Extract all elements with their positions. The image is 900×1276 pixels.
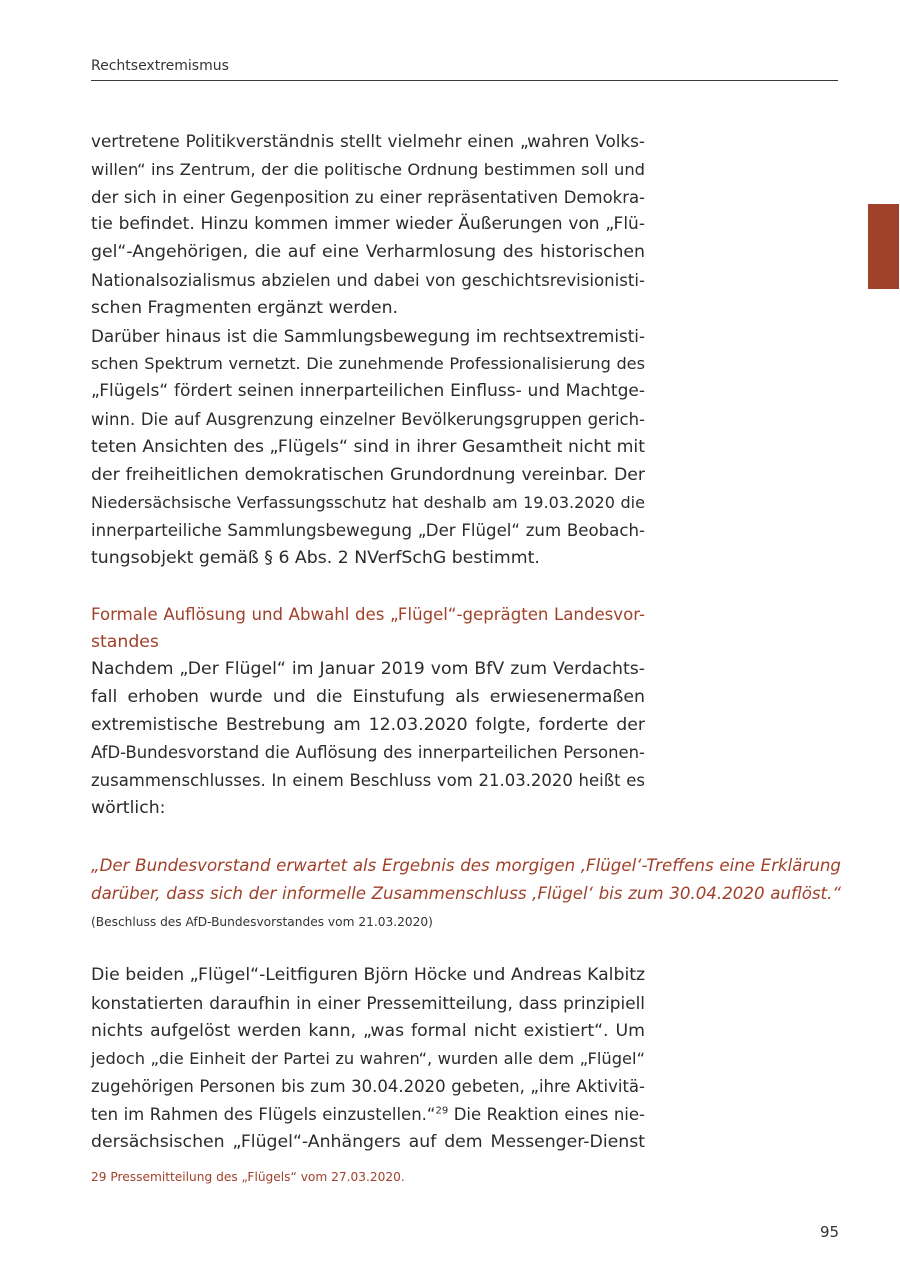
text-line: fall erhoben wurde und die Einstufung als erwiesenermaßen (91, 686, 645, 707)
text-line: der sich in einer Gegenposition zu einer repräsentativen Demokra- (91, 187, 645, 207)
text-line: schen Fragmenten ergänzt werden. (91, 297, 399, 318)
text-line: gel“-Angehörigen, die auf eine Verharmlosung des historischen (91, 242, 645, 263)
running-head: Rechtsextremismus (91, 58, 229, 74)
text-line: jedoch „die Einheit der Partei zu wahren“, wurden alle dem „Flügel“ (91, 1049, 645, 1069)
footnote-reference: 29 (435, 1105, 449, 1117)
text-line: Die beiden „Flügel“-Leitfiguren Björn Höcke und Andreas Kalbitz (91, 965, 646, 985)
chapter-tab-marker (868, 204, 899, 289)
text-line: tungsobjekt gemäß § 6 Abs. 2 NVerfSchG bestimmt. (91, 547, 540, 568)
text-line (91, 1101, 645, 1129)
text-line: AfD-Bundesvorstand die Auflösung des innerparteilichen Personen- (91, 743, 645, 763)
text-line: zugehörigen Personen bis zum 30.04.2020 gebeten, „ihre Aktivitä- (91, 1077, 645, 1097)
text-line: tie befindet. Hinzu kommen immer wieder Äußerungen von „Flü- (91, 214, 645, 235)
quote-line: darüber, dass sich der informelle Zusammenschluss ‚Flügel‘ bis zum 30.04.2020 auflöst.“ (91, 884, 841, 903)
footnote: 29 Pressemitteilung des „Flügels“ vom 27.03.2020. (91, 1170, 405, 1184)
text-segment: Die Reaktion eines nie- (448, 1104, 646, 1124)
text-line: Niedersächsische Verfassungsschutz hat deshalb am 19.03.2020 die (91, 493, 645, 513)
text-line: teten Ansichten des „Flügels“ sind in ihrer Gesamtheit nicht mit (91, 436, 645, 457)
text-line: innerparteiliche Sammlungsbewegung „Der Flügel“ zum Beobach- (91, 521, 645, 541)
text-line: Nationalsozialismus abzielen und dabei von geschichtsrevisionisti- (91, 270, 645, 290)
page-number: 95 (820, 1223, 840, 1241)
text-line: willen“ ins Zentrum, der die politische Ordnung bestimmen soll und (91, 159, 645, 179)
text-segment: ten im Rahmen des Flügels einzustellen.“ (91, 1104, 436, 1124)
body-paragraph-1 (91, 128, 645, 573)
text-line: der freiheitlichen demokratischen Grundordnung vereinbar. Der (91, 464, 645, 485)
text-line: Darüber hinaus ist die Sammlungsbewegung im rechtsextremisti- (91, 325, 645, 346)
text-line: nichts aufgelöst werden kann, „was formal nicht existiert“. Um (91, 1020, 645, 1041)
header-rule (91, 80, 838, 81)
text-line: Nachdem „Der Flügel“ im Januar 2019 vom BfV zum Verdachts- (91, 659, 645, 679)
text-line: zusammenschlusses. In einem Beschluss vom 21.03.2020 heißt es (91, 771, 645, 791)
quote-source: (Beschluss des AfD-Bundesvorstandes vom 21.03.2020) (91, 915, 433, 929)
text-line: schen Spektrum vernetzt. Die zunehmende Professionalisierung des (91, 354, 645, 374)
quote-line: „Der Bundesvorstand erwartet als Ergebnis des morgigen ‚Flügel‘-Treffens eine Erklärung (91, 856, 841, 875)
heading-line: Formale Auflösung und Abwahl des „Flügel“-geprägten Landesvor- (91, 605, 645, 624)
body-paragraph-3 (91, 656, 645, 823)
text-line: wörtlich: (91, 797, 166, 818)
text-line: winn. Die auf Ausgrenzung einzelner Bevölkerungsgruppen gerich- (91, 409, 645, 429)
text-line: extremistische Bestrebung am 12.03.2020 folgte, forderte der (91, 714, 645, 735)
text-line: vertretene Politikverständnis stellt vielmehr einen „wahren Volks- (91, 131, 645, 151)
section-heading (91, 601, 645, 657)
text-line: „Flügels“ fördert seinen innerparteilichen Einfluss- und Machtge- (91, 381, 645, 402)
block-quote (91, 852, 841, 908)
text-line: konstatierten daraufhin in einer Pressemitteilung, dass prinzipiell (91, 992, 645, 1013)
text-line: dersächsischen „Flügel“-Anhängers auf dem Messenger-Dienst (91, 1131, 645, 1152)
body-paragraph-4 (91, 962, 645, 1157)
heading-line: standes (91, 631, 159, 652)
